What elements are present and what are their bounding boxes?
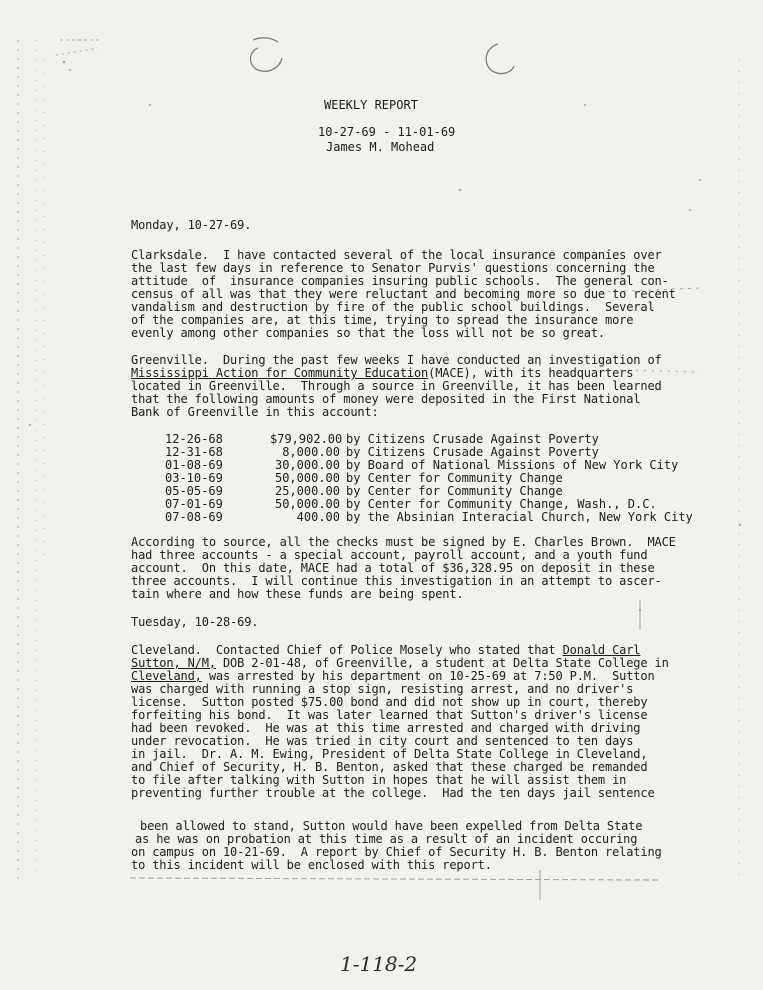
text-span: (MACE), with its headquarters <box>428 366 634 380</box>
ledger-amount: $79,902.00 <box>270 432 343 446</box>
handwritten-page-number: 1-118-2 <box>340 952 418 976</box>
ledger-date: 01-08-69 <box>165 458 223 472</box>
ledger-description: by Center for Community Change <box>346 471 563 485</box>
report-title: WEEKLY REPORT <box>324 98 418 112</box>
text-line: three accounts. I will continue this investigation in an attempt to ascer- <box>131 574 662 588</box>
text-line: account. On this date, MACE had a total of $36,328.95 on deposit in these <box>131 561 655 575</box>
underlined-name: Donald Carl <box>562 643 641 657</box>
text-line: census of all was that they were reluctant and becoming more so due to recent <box>131 287 676 301</box>
underlined-name: Sutton, N/M, <box>131 656 216 670</box>
ledger-amount: 30,000.00 <box>274 458 340 472</box>
ledger-amount: 400.00 <box>296 510 340 524</box>
text-line: of the companies are, at this time, trying to spread the insurance more <box>131 313 634 327</box>
text-line: to this incident will be enclosed with this report. <box>131 858 492 872</box>
text-line: forfeiting his bond. It was later learned that Sutton's driver's license <box>131 708 648 722</box>
day-heading-tuesday: Tuesday, 10-28-69. <box>131 615 259 629</box>
text-line: Bank of Greenville in this account: <box>131 405 379 419</box>
text-line: to file after talking with Sutton in hopes that he will assist them in <box>131 773 627 787</box>
text-line: attitude of insurance companies insuring public schools. The general con- <box>131 274 669 288</box>
ledger-description: by the Absinian Interacial Church, New York City <box>346 510 693 524</box>
ledger-description: by Center for Community Change <box>346 484 563 498</box>
text-line: had three accounts - a special account, payroll account, and a youth fund <box>131 548 648 562</box>
text-line: and Chief of Security, H. B. Benton, asked that these charged be remanded <box>131 760 648 774</box>
ledger-description: by Citizens Crusade Against Poverty <box>346 432 599 446</box>
ledger-date: 05-05-69 <box>165 484 223 498</box>
text-line: had been revoked. He was at this time arrested and charged with driving <box>131 721 641 735</box>
underlined-city: Cleveland, <box>131 669 202 683</box>
ledger-date: 07-01-69 <box>165 497 223 511</box>
ledger-date: 03-10-69 <box>165 471 223 485</box>
text-line: Clarksdale. I have contacted several of the local insurance companies over <box>131 248 662 262</box>
text-span: Cleveland. Contacted Chief of Police Mosely who stated that <box>131 643 563 657</box>
ledger-amount: 25,000.00 <box>274 484 340 498</box>
underlined-organization-name: Mississippi Action for Community Education <box>131 366 429 380</box>
text-line: vandalism and destruction by fire of the public school buildings. Several <box>131 300 655 314</box>
report-date-range: 10-27-69 - 11-01-69 <box>318 125 456 139</box>
text-line: tain where and how these funds are being spent. <box>131 587 464 601</box>
text-line: in jail. Dr. A. M. Ewing, President of Delta State College in Cleveland, <box>131 747 648 761</box>
text-line: located in Greenville. Through a source in Greenville, it has been learned <box>131 379 662 393</box>
ledger-date: 12-26-68 <box>165 432 223 446</box>
text-line: under revocation. He was tried in city court and sentenced to ten days <box>131 734 634 748</box>
text-line: was charged with running a stop sign, resisting arrest, and no driver's <box>131 682 634 696</box>
text-span: DOB 2-01-48, of Greenville, a student at Delta State College in <box>215 656 669 670</box>
text-line: Greenville. During the past few weeks I have conducted an investigation of <box>131 353 662 367</box>
ledger-date: 07-08-69 <box>165 510 223 524</box>
text-line: preventing further trouble at the college. Had the ten days jail sentence <box>131 786 655 800</box>
ledger-amount: 50,000.00 <box>274 471 340 485</box>
text-line: According to source, all the checks must be signed by E. Charles Brown. MACE <box>131 535 676 549</box>
ledger-amount: 50,000.00 <box>274 497 340 511</box>
ledger-date: 12-31-68 <box>165 445 223 459</box>
ledger-description: by Board of National Missions of New York City <box>346 458 679 472</box>
report-author: James M. Mohead <box>326 140 435 154</box>
text-line: on campus on 10-21-69. A report by Chief of Security H. B. Benton relating <box>131 845 662 859</box>
text-span: was arrested by his department on 10-25-69 at 7:50 P.M. Sutton <box>201 669 655 683</box>
ledger-description: by Center for Community Change, Wash., D.C. <box>346 497 657 511</box>
text-line: been allowed to stand, Sutton would have been expelled from Delta State <box>140 819 643 833</box>
hole-punch-marks <box>251 38 515 74</box>
text-line: evenly among other companies so that the loss will not be so great. <box>131 326 605 340</box>
ledger-amount: 8,000.00 <box>282 445 340 459</box>
day-heading-monday: Monday, 10-27-69. <box>131 218 252 232</box>
text-line: as he was on probation at this time as a result of an incident occuring <box>135 832 638 846</box>
text-line: license. Sutton posted $75.00 bond and did not show up in court, thereby <box>131 695 648 709</box>
text-line: that the following amounts of money were deposited in the First National <box>131 392 641 406</box>
text-line: the last few days in reference to Senator Purvis' questions concerning the <box>131 261 655 275</box>
ledger-description: by Citizens Crusade Against Poverty <box>346 445 599 459</box>
